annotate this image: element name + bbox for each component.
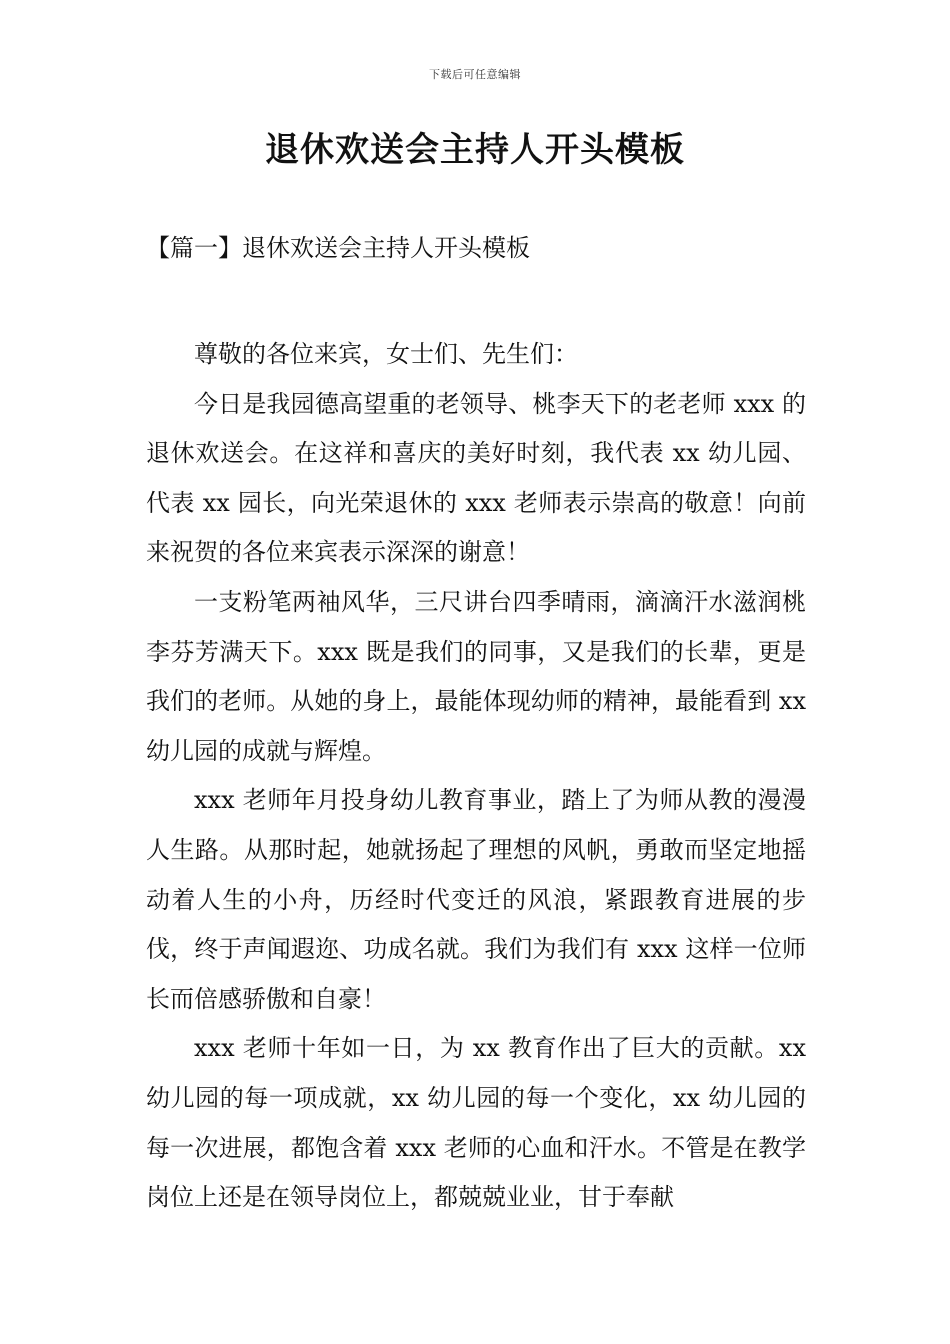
paragraph: xxx 老师年月投身幼儿教育事业，踏上了为师从教的漫漫人生路。从那时起，她就扬起了理想的风帆，勇敢而坚定地摇动着人生的小舟，历经时代变迁的风浪，紧跟教育进展的步伐，终于声闻遐迩、功成名就。我们为我们有 xxx 这样一位师长而倍感骄傲和自豪！: [146, 786, 806, 1013]
paragraph: xxx 老师十年如一日，为 xx 教育作出了巨大的贡献。xx 幼儿园的每一项成就，xx 幼儿园的每一个变化，xx 幼儿园的每一次进展，都饱含着 xxx 老师的心血和汗水。不管是在教学岗位上还是在领导岗位上，都兢兢业业，甘于奉献: [146, 1034, 806, 1212]
document-title: 退休欢送会主持人开头模板: [265, 130, 685, 170]
document-body: [146, 330, 806, 1223]
paragraph-greeting: 尊敬的各位来宾，女士们、先生们：: [194, 340, 578, 368]
paragraph: 今日是我园德高望重的老领导、桃李天下的老老师 xxx 的退休欢送会。在这祥和喜庆的美好时刻，我代表 xx 幼儿园、代表 xx 园长，向光荣退休的 xxx 老师表示崇高的敬意！向前来祝贺的各位来宾表示深深的谢意！: [146, 389, 806, 567]
paragraph: 一支粉笔两袖风华，三尺讲台四季晴雨，滴滴汗水滋润桃李芬芳满天下。xxx 既是我们的同事，又是我们的长辈，更是我们的老师。从她的身上，最能体现幼师的精神，最能看到 xx 幼儿园的成就与辉煌。: [146, 587, 806, 765]
header-note: 下载后可任意编辑: [429, 68, 521, 81]
section-heading: 【篇一】退休欢送会主持人开头模板: [146, 234, 530, 262]
